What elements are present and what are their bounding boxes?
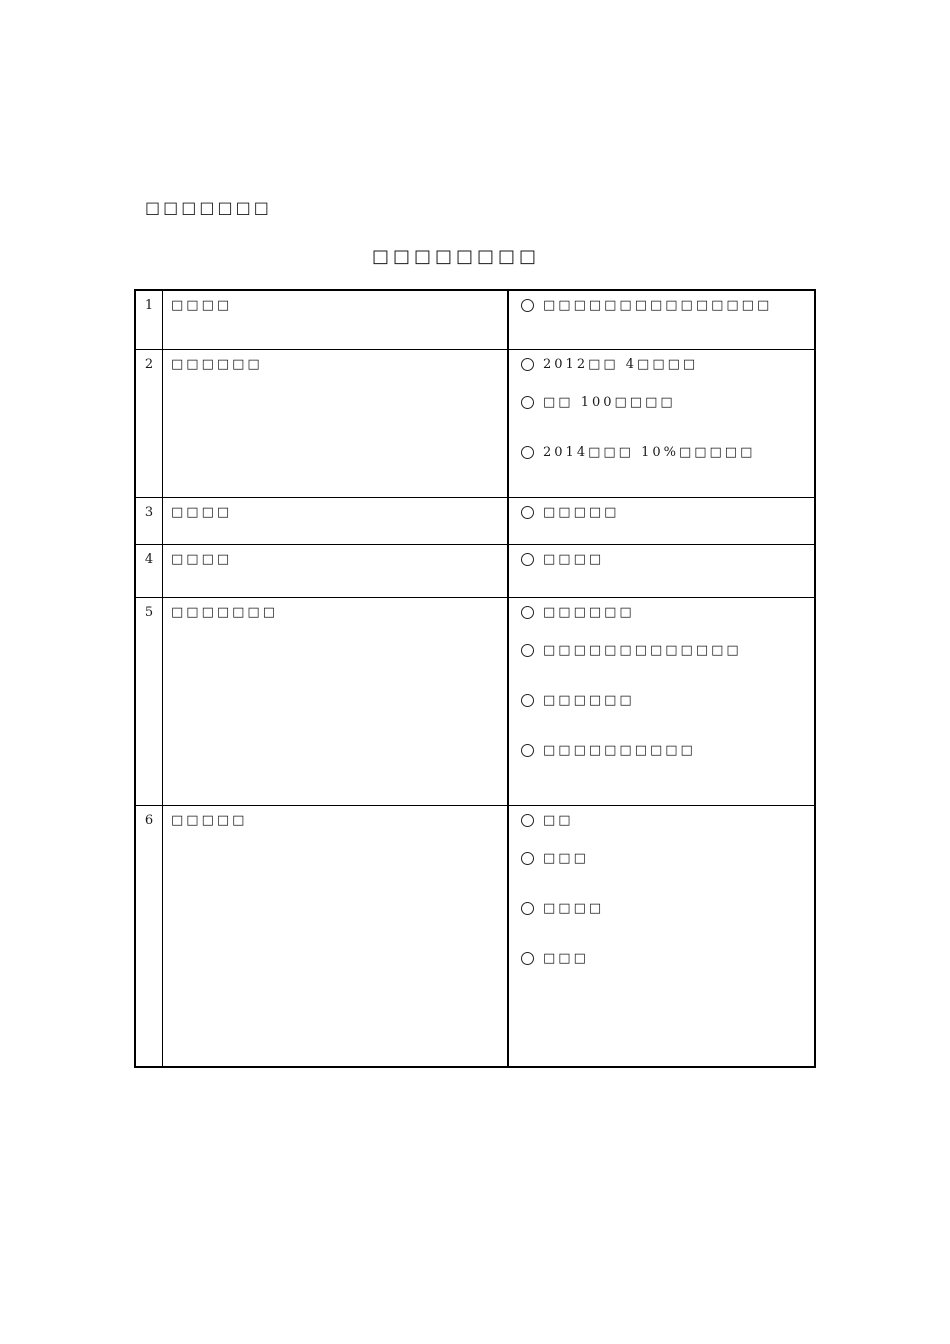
radio-circle-icon[interactable] bbox=[521, 952, 534, 965]
questionnaire-table bbox=[134, 289, 816, 1068]
row-number: 4 bbox=[135, 545, 163, 598]
radio-circle-icon[interactable] bbox=[521, 299, 534, 312]
radio-option[interactable] bbox=[521, 599, 814, 625]
option-label: 2014□□□ 10%□□□□□ bbox=[543, 444, 756, 460]
document-heading: □□□□□□□ bbox=[145, 198, 272, 217]
option-label: □□□□□ bbox=[543, 504, 620, 520]
radio-circle-icon[interactable] bbox=[521, 694, 534, 707]
table-row bbox=[135, 806, 815, 1068]
radio-circle-icon[interactable] bbox=[521, 358, 534, 371]
option-label: □□ 100□□□□ bbox=[543, 394, 676, 410]
option-label: □□□□ bbox=[543, 551, 605, 567]
option-cell bbox=[508, 498, 815, 545]
question-label: □□□□□ bbox=[163, 806, 509, 1068]
form-title: □□□□□□□□ bbox=[372, 246, 541, 267]
radio-option[interactable] bbox=[521, 625, 814, 675]
option-cell bbox=[508, 350, 815, 498]
row-number: 6 bbox=[135, 806, 163, 1068]
option-cell bbox=[508, 598, 815, 806]
radio-option[interactable] bbox=[521, 546, 814, 572]
radio-circle-icon[interactable] bbox=[521, 553, 534, 566]
option-label: □□□□□□□□□□□□□□□ bbox=[543, 297, 773, 313]
table-row bbox=[135, 498, 815, 545]
row-number: 2 bbox=[135, 350, 163, 498]
radio-circle-icon[interactable] bbox=[521, 446, 534, 459]
question-label: □□□□ bbox=[163, 498, 509, 545]
option-label: □□□□□□□□□□□□□ bbox=[543, 642, 742, 658]
radio-option[interactable] bbox=[521, 675, 814, 725]
table-row bbox=[135, 598, 815, 806]
question-label: □□□□ bbox=[163, 545, 509, 598]
radio-option[interactable] bbox=[521, 933, 814, 983]
radio-circle-icon[interactable] bbox=[521, 606, 534, 619]
option-cell bbox=[508, 545, 815, 598]
radio-option[interactable] bbox=[521, 292, 814, 318]
row-number: 5 bbox=[135, 598, 163, 806]
radio-option[interactable] bbox=[521, 833, 814, 883]
radio-option[interactable] bbox=[521, 499, 814, 525]
radio-circle-icon[interactable] bbox=[521, 814, 534, 827]
option-label: □□□ bbox=[543, 950, 589, 966]
radio-circle-icon[interactable] bbox=[521, 852, 534, 865]
question-label: □□□□ bbox=[163, 290, 509, 350]
radio-option[interactable] bbox=[521, 807, 814, 833]
option-label: □□□□□□ bbox=[543, 692, 635, 708]
radio-option[interactable] bbox=[521, 427, 814, 477]
option-cell bbox=[508, 806, 815, 1068]
option-label: □□□□□□ bbox=[543, 604, 635, 620]
radio-option[interactable] bbox=[521, 351, 814, 377]
table-row bbox=[135, 290, 815, 350]
option-cell bbox=[508, 290, 815, 350]
question-label: □□□□□□□ bbox=[163, 598, 509, 806]
radio-circle-icon[interactable] bbox=[521, 644, 534, 657]
row-number: 1 bbox=[135, 290, 163, 350]
radio-circle-icon[interactable] bbox=[521, 744, 534, 757]
option-label: 2012□□ 4□□□□ bbox=[543, 356, 699, 372]
option-label: □□□ bbox=[543, 850, 589, 866]
option-label: □□ bbox=[543, 812, 574, 828]
row-number: 3 bbox=[135, 498, 163, 545]
radio-circle-icon[interactable] bbox=[521, 506, 534, 519]
table-row bbox=[135, 350, 815, 498]
radio-option[interactable] bbox=[521, 725, 814, 775]
radio-option[interactable] bbox=[521, 883, 814, 933]
option-label: □□□□ bbox=[543, 900, 605, 916]
radio-circle-icon[interactable] bbox=[521, 902, 534, 915]
radio-option[interactable] bbox=[521, 377, 814, 427]
radio-circle-icon[interactable] bbox=[521, 396, 534, 409]
option-label: □□□□□□□□□□ bbox=[543, 742, 696, 758]
question-label: □□□□□□ bbox=[163, 350, 509, 498]
table-row bbox=[135, 545, 815, 598]
